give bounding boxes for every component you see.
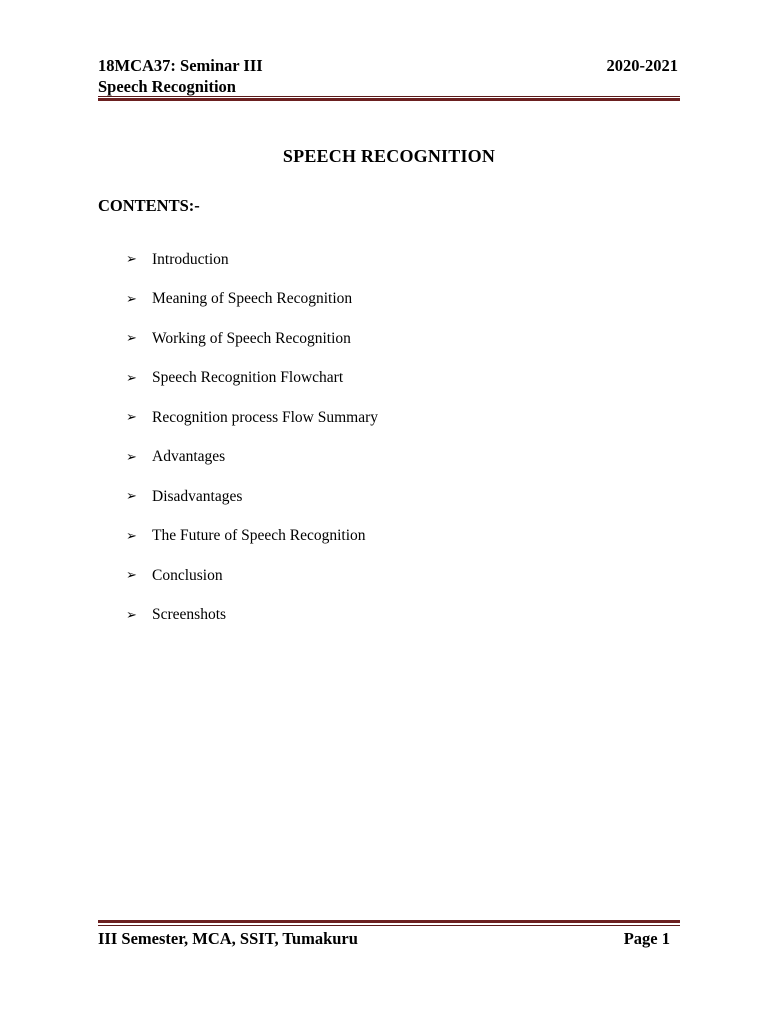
- contents-item-label: The Future of Speech Recognition: [152, 527, 366, 545]
- page-footer: [98, 929, 670, 949]
- header-rule-thick: [98, 98, 680, 101]
- contents-item-label: Advantages: [152, 448, 226, 466]
- contents-item: [126, 596, 378, 636]
- contents-heading: CONTENTS:-: [98, 196, 200, 215]
- arrowhead-bullet-icon: ➢: [126, 370, 137, 386]
- header-rule-thin: [98, 96, 680, 97]
- contents-item-label: Working of Speech Recognition: [152, 329, 351, 347]
- contents-item-label: Meaning of Speech Recognition: [152, 290, 353, 308]
- page-number: Page 1: [623, 929, 670, 948]
- contents-item: [126, 240, 378, 280]
- arrowhead-bullet-icon: ➢: [126, 528, 137, 544]
- contents-item-label: Conclusion: [152, 566, 223, 584]
- page-title: SPEECH RECOGNITION: [282, 146, 496, 166]
- contents-item: [126, 319, 378, 359]
- page-header: [98, 55, 678, 97]
- contents-item: [126, 280, 378, 320]
- contents-item-label: Introduction: [152, 250, 229, 268]
- header-top-row: [98, 55, 678, 76]
- contents-item: [126, 477, 378, 517]
- contents-item-label: Disadvantages: [152, 487, 243, 505]
- academic-year: 2020-2021: [606, 56, 678, 75]
- contents-item-label: Screenshots: [152, 606, 227, 624]
- arrowhead-bullet-icon: ➢: [126, 410, 137, 426]
- course-code: 18MCA37: Seminar III: [98, 56, 263, 75]
- arrowhead-bullet-icon: ➢: [126, 449, 137, 465]
- arrowhead-bullet-icon: ➢: [126, 489, 137, 505]
- contents-item: [126, 517, 378, 557]
- arrowhead-bullet-icon: ➢: [126, 607, 137, 623]
- header-topic: Speech Recognition: [98, 77, 236, 96]
- contents-item: [126, 556, 378, 596]
- contents-item-label: Speech Recognition Flowchart: [152, 369, 344, 387]
- contents-item-label: Recognition process Flow Summary: [152, 408, 379, 426]
- arrowhead-bullet-icon: ➢: [126, 252, 137, 268]
- footer-rule-thick: [98, 920, 680, 923]
- contents-item: [126, 398, 378, 438]
- contents-item: [126, 359, 378, 399]
- arrowhead-bullet-icon: ➢: [126, 331, 137, 347]
- arrowhead-bullet-icon: ➢: [126, 291, 137, 307]
- arrowhead-bullet-icon: ➢: [126, 568, 137, 584]
- contents-list: [126, 240, 378, 635]
- footer-rule-thin: [98, 925, 680, 926]
- contents-item: [126, 438, 378, 478]
- footer-institution: III Semester, MCA, SSIT, Tumakuru: [98, 929, 358, 948]
- header-bottom-row: [98, 76, 678, 97]
